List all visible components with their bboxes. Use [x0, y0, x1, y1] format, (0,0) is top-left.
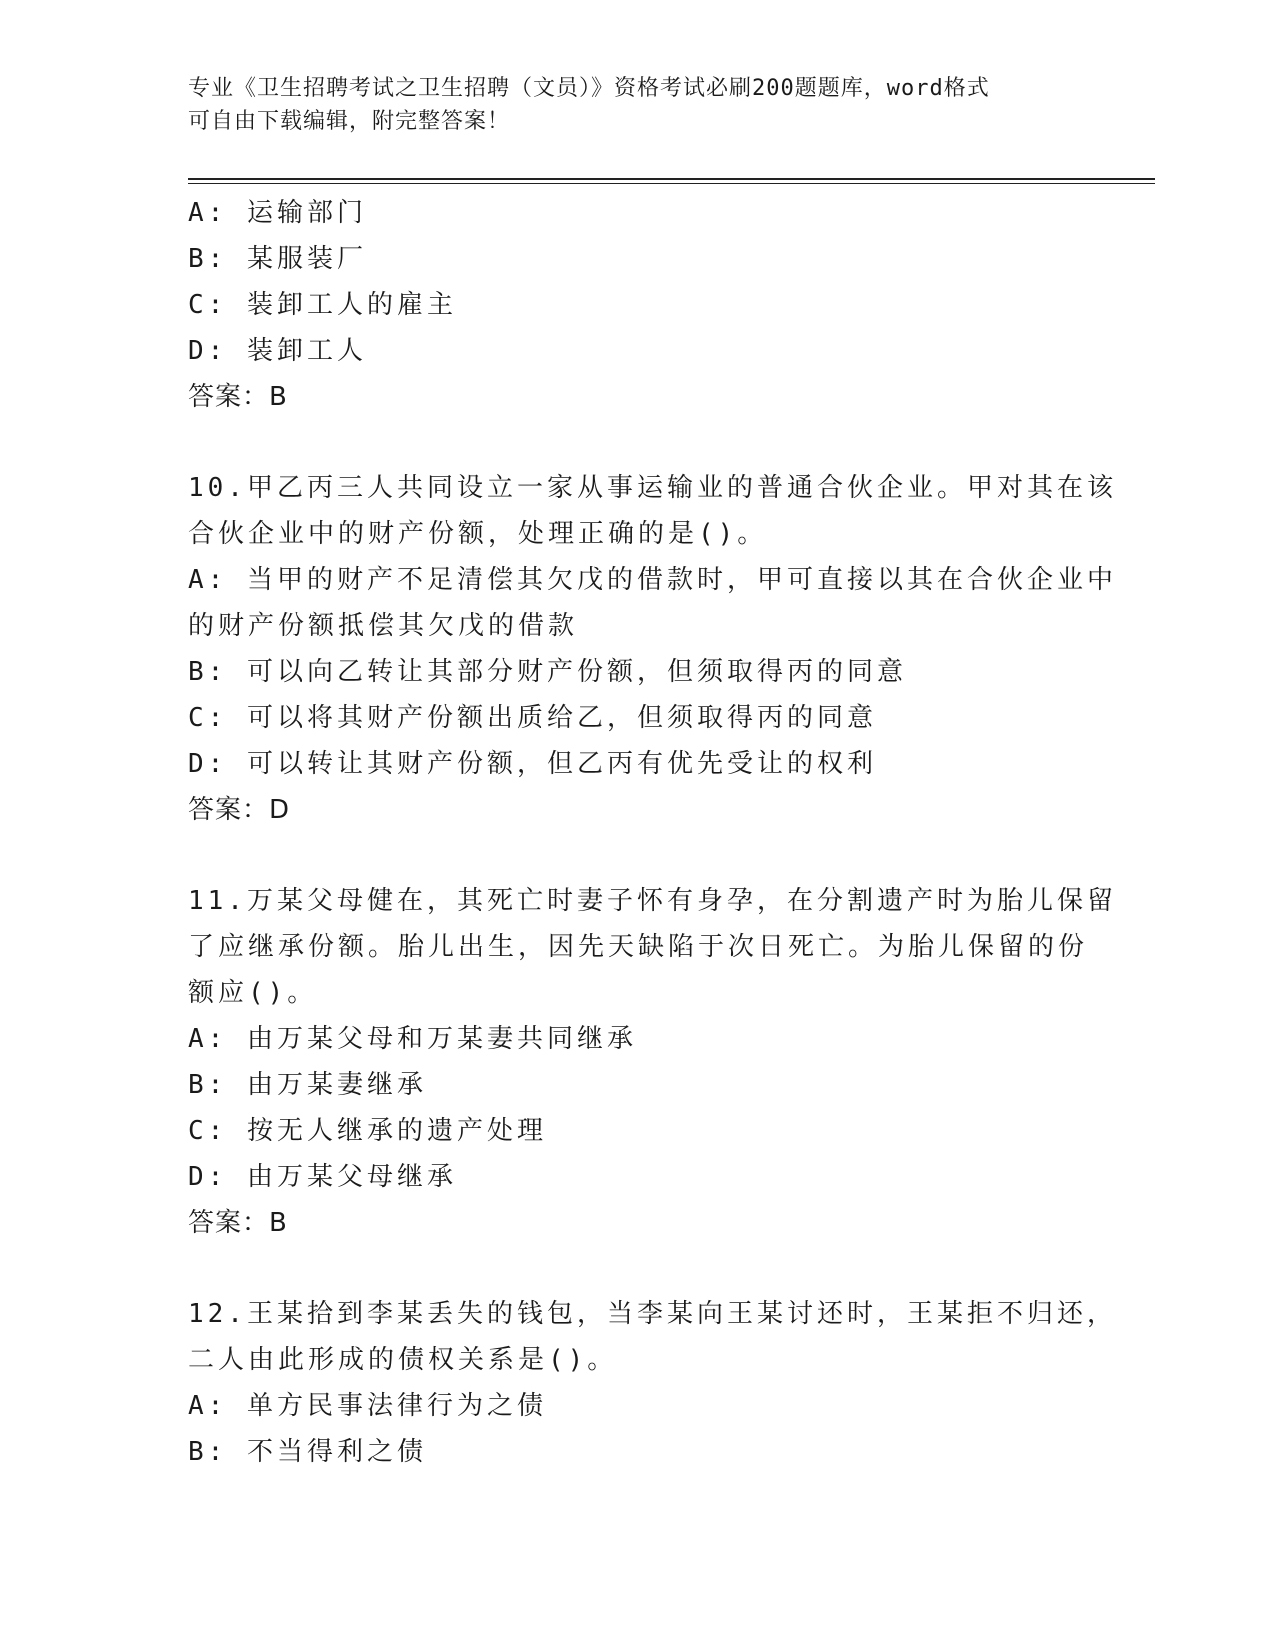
option-b: B: 可以向乙转让其部分财产份额，但须取得丙的同意: [188, 657, 907, 687]
option-a: A: 当甲的财产不足清偿其欠戊的借款时，甲可直接以其在合伙企业中: [188, 565, 1117, 595]
option-a: A: 单方民事法律行为之债: [188, 1391, 547, 1421]
header-line: 可自由下载编辑，附完整答案！: [188, 109, 511, 134]
question-10: [188, 465, 1117, 833]
option-d: D: 由万某父母继承: [188, 1162, 457, 1192]
document-header: [188, 72, 1088, 138]
option-c: C: 按无人继承的遗产处理: [188, 1116, 547, 1146]
question-stem: 额应()。: [188, 978, 318, 1008]
header-divider-thick: [188, 178, 1155, 180]
option-d: D: 可以转让其财产份额，但乙丙有优先受让的权利: [188, 749, 877, 779]
question-list: [188, 190, 1117, 1475]
question-stem: 12.王某拾到李某丢失的钱包，当李某向王某讨还时，王某拒不归还，: [188, 1299, 1117, 1329]
option-a: A: 由万某父母和万某妻共同继承: [188, 1024, 637, 1054]
option-b: B: 某服装厂: [188, 244, 367, 274]
question-stem: 10.甲乙丙三人共同设立一家从事运输业的普通合伙企业。甲对其在该: [188, 473, 1117, 503]
question-9: [188, 190, 1088, 420]
option-b: B: 由万某妻继承: [188, 1070, 427, 1100]
option-b: B: 不当得利之债: [188, 1437, 427, 1467]
option-c: C: 可以将其财产份额出质给乙，但须取得丙的同意: [188, 703, 877, 733]
option-d: D: 装卸工人: [188, 336, 367, 366]
question-stem: 二人由此形成的债权关系是()。: [188, 1345, 618, 1375]
header-divider-thin: [188, 183, 1155, 184]
answer: 答案：B: [188, 382, 288, 412]
answer: 答案：B: [188, 1208, 288, 1238]
question-stem: 11.万某父母健在，其死亡时妻子怀有身孕，在分割遗产时为胎儿保留: [188, 886, 1117, 916]
option-a-continued: 的财产份额抵偿其欠戊的借款: [188, 611, 579, 641]
answer: 答案：D: [188, 795, 291, 825]
question-stem: 了应继承份额。胎儿出生，因先天缺陷于次日死亡。为胎儿保留的份: [188, 932, 1089, 962]
question-stem: 合伙企业中的财产份额，处理正确的是()。: [188, 519, 768, 549]
question-12: [188, 1291, 1117, 1475]
option-a: A: 运输部门: [188, 198, 367, 228]
option-c: C: 装卸工人的雇主: [188, 290, 457, 320]
header-line: 专业《卫生招聘考试之卫生招聘（文员）》资格考试必刷200题题库，word格式: [188, 76, 990, 101]
question-11: [188, 878, 1117, 1246]
